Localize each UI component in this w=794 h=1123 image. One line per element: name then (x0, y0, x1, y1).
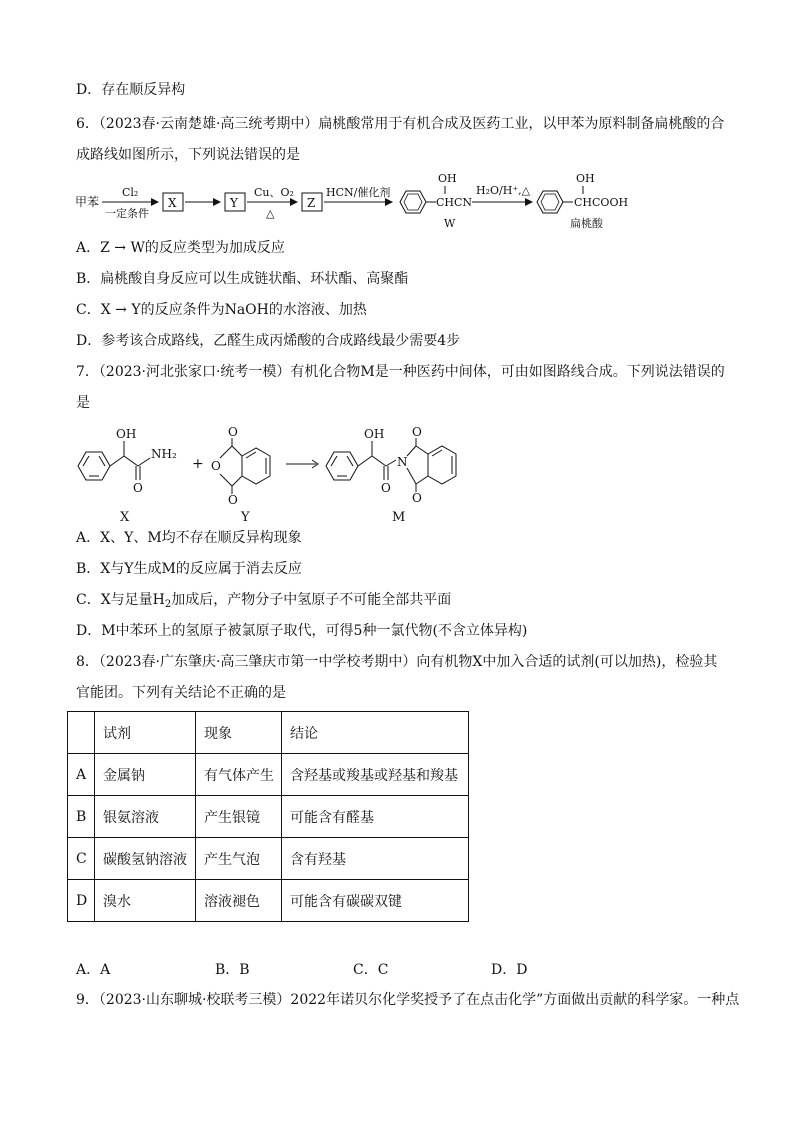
q7-stem-line1: 7．（2023·河北张家口·统考一模）有机化合物M是一种医药中间体，可由如图路线合成。下列说法错误的 (76, 364, 725, 380)
q6-stem-line2: 成路线如图所示，下列说法错误的是 (76, 147, 300, 163)
table-row: A 金属钠 有气体产生 含羟基或羧基或羟基和羧基 (68, 754, 469, 796)
x-oh: OH (116, 427, 137, 441)
scheme-reagent4-top: HCN/催化剂 (326, 186, 391, 199)
m-o-chain: O (381, 481, 391, 495)
scheme-reagent3-top: Cu、O₂ (254, 186, 294, 199)
q7-reaction-scheme (0, 415, 794, 530)
scheme-reagent5-top: H₂O/H⁺,△ (476, 184, 531, 197)
q8-stem-line2: 官能团。下列有关结论不正确的是 (76, 685, 286, 701)
q8-stem-line1: 8．（2023春·广东肇庆·高三肇庆市第一中学校考期中）向有机物X中加入合适的试剂(可以加热)，检验其 (76, 654, 718, 670)
scheme-reagent1-top: Cl₂ (122, 186, 139, 199)
y-o-top: O (228, 425, 238, 439)
table-header-row: 试剂 现象 结论 (68, 712, 469, 754)
table-row: B 银氨溶液 产生银镜 可能含有醛基 (68, 796, 469, 838)
q7-option-c: C．X与足量$H_2$加成后，产物分子中氢原子不可能全部共平面 (76, 592, 452, 610)
plus-sign: + (192, 456, 204, 472)
y-o-bot: O (228, 493, 238, 507)
q8-option-d: D．D (491, 962, 528, 978)
q8-table (67, 711, 469, 922)
x-o: O (133, 481, 143, 495)
q7-option-a: A．X、Y、M均不存在顺反异构现象 (76, 530, 302, 546)
q6-synthesis-scheme (0, 165, 794, 230)
scheme-reagent3-bottom: △ (266, 207, 275, 220)
product-label: 扁桃酸 (570, 217, 603, 230)
label-m: M (392, 510, 406, 525)
q8-option-c: C．C (353, 962, 389, 978)
q6-option-b: B．扁桃酸自身反应可以生成链状酯、环状酯、高聚酯 (76, 271, 409, 287)
q7-option-d: D．M中苯环上的氢原子被氯原子取代，可得5种一氯代物(不含立体异构) (76, 623, 528, 639)
svg-text:Y: Y (230, 196, 238, 210)
w-oh: OH (438, 172, 457, 185)
q9-stem-line1: 9．（2023·山东聊城·校联考三模）2022年诺贝尔化学奖授予了在点击化学”方面做出贡献的科学家。一种点 (76, 992, 740, 1008)
q6-option-c: C．X → Y的反应条件为NaOH的水溶液、加热 (76, 302, 367, 318)
scheme-start-toluene: 甲苯 (75, 195, 100, 209)
m-n: N (397, 455, 408, 469)
m-o-top: O (412, 425, 422, 439)
table-row: C 碳酸氢钠溶液 产生气泡 含有羟基 (68, 838, 469, 880)
q5-option-d: D．存在顺反异构 (76, 82, 186, 98)
q8-option-a: A．A (76, 962, 111, 978)
label-x: X (120, 510, 130, 525)
svg-text:X: X (168, 196, 177, 210)
y-o-mid: O (211, 459, 221, 473)
product-oh: OH (576, 172, 595, 185)
label-y: Y (241, 510, 250, 525)
x-nh2: NH₂ (151, 447, 177, 461)
q6-option-a: A．Z → W的反应类型为加成反应 (76, 240, 285, 256)
svg-text:Z: Z (307, 196, 316, 210)
w-chain: CHCN (436, 196, 473, 209)
product-chain: CHCOOH (574, 196, 629, 209)
scheme-reagent1-bottom: 一定条件 (105, 207, 149, 220)
table-row: D 溴水 溶液褪色 可能含有碳碳双键 (68, 880, 469, 922)
w-label: W (444, 217, 456, 230)
q8-option-b: B．B (215, 962, 250, 978)
q7-option-b: B．X与Y生成M的反应属于消去反应 (76, 561, 302, 577)
m-o-bot: O (412, 491, 422, 505)
q6-stem-line1: 6．（2023春·云南楚雄·高三统考期中）扁桃酸常用于有机合成及医药工业，以甲苯为原料制备扁桃酸的合 (76, 116, 725, 132)
q6-option-d: D．参考该合成路线，乙醛生成丙烯酸的合成路线最少需要4步 (76, 333, 461, 349)
m-oh: OH (364, 427, 385, 441)
q7-stem-line2: 是 (76, 395, 90, 411)
